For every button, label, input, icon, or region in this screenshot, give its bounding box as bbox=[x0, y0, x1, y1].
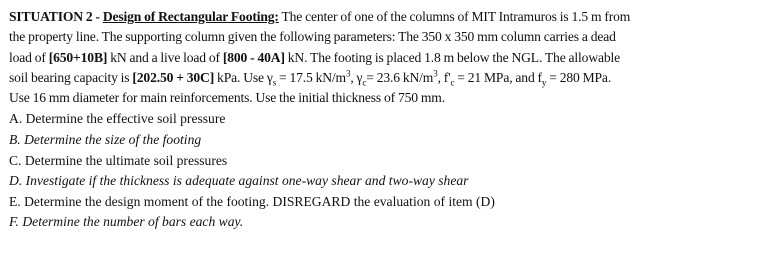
cube-superscript: 3 bbox=[345, 68, 351, 79]
question-item-d: D. Investigate if the thickness is adequate against one-way shear and two-way shear bbox=[9, 173, 469, 189]
statement-line-5: Use 16 mm diameter for main reinforcements. Use the initial thickness of 750 mm. bbox=[9, 90, 445, 106]
fc-subscript: c bbox=[450, 77, 455, 88]
cube-superscript: 3 bbox=[433, 68, 438, 79]
question-item-f: F. Determine the number of bars each way. bbox=[9, 214, 244, 230]
gamma-c-subscript: c bbox=[362, 77, 367, 88]
gamma-s-value: = 17.5 kN/m bbox=[276, 69, 346, 85]
fy-subscript: y bbox=[541, 77, 547, 88]
fc-value: = 21 MPa, and f bbox=[454, 69, 542, 85]
statement-line-3 bbox=[9, 48, 770, 68]
fc-symbol: , f' bbox=[437, 69, 451, 85]
question-item-b: B. Determine the size of the footing bbox=[9, 132, 202, 148]
question-list bbox=[9, 109, 770, 233]
line3-text-a: load of bbox=[9, 49, 49, 65]
line4-text-b: kPa. Use bbox=[214, 69, 267, 85]
statement-line-2: the property line. The supporting column given the following parameters: The 350 x 350 mm column carries a dead bbox=[9, 29, 616, 45]
situation-label: SITUATION 2 - bbox=[9, 9, 103, 24]
gamma-c-value: = 23.6 kN/m bbox=[366, 69, 434, 85]
question-item-c: C. Determine the ultimate soil pressures bbox=[9, 152, 228, 168]
gamma-s-symbol: γ bbox=[266, 69, 273, 85]
line4-text-a: soil bearing capacity is bbox=[9, 69, 133, 85]
line1-text: The center of one of the columns of MIT Intramuros is 1.5 m from bbox=[278, 9, 631, 24]
statement-line-1 bbox=[9, 7, 770, 27]
gamma-c-symbol: , γ bbox=[350, 69, 363, 85]
line3-text-b: kN and a live load of bbox=[107, 49, 223, 65]
live-load-value: [800 - 40A] bbox=[222, 49, 285, 65]
question-item-e: E. Determine the design moment of the footing. DISREGARD the evaluation of item (D) bbox=[9, 193, 495, 209]
gamma-s-subscript: s bbox=[272, 77, 277, 88]
situation-title: Design of Rectangular Footing: bbox=[102, 9, 279, 24]
statement-line-4 bbox=[9, 68, 770, 88]
line3-text-c: kN. The footing is placed 1.8 m below the NGL. The allowable bbox=[284, 49, 621, 65]
fy-value: = 280 MPa. bbox=[546, 69, 612, 85]
question-item-a: A. Determine the effective soil pressure bbox=[9, 111, 226, 127]
problem-statement bbox=[9, 7, 770, 108]
bearing-capacity-value: [202.50 + 30C] bbox=[132, 69, 215, 85]
dead-load-value: [650+10B] bbox=[48, 49, 108, 65]
